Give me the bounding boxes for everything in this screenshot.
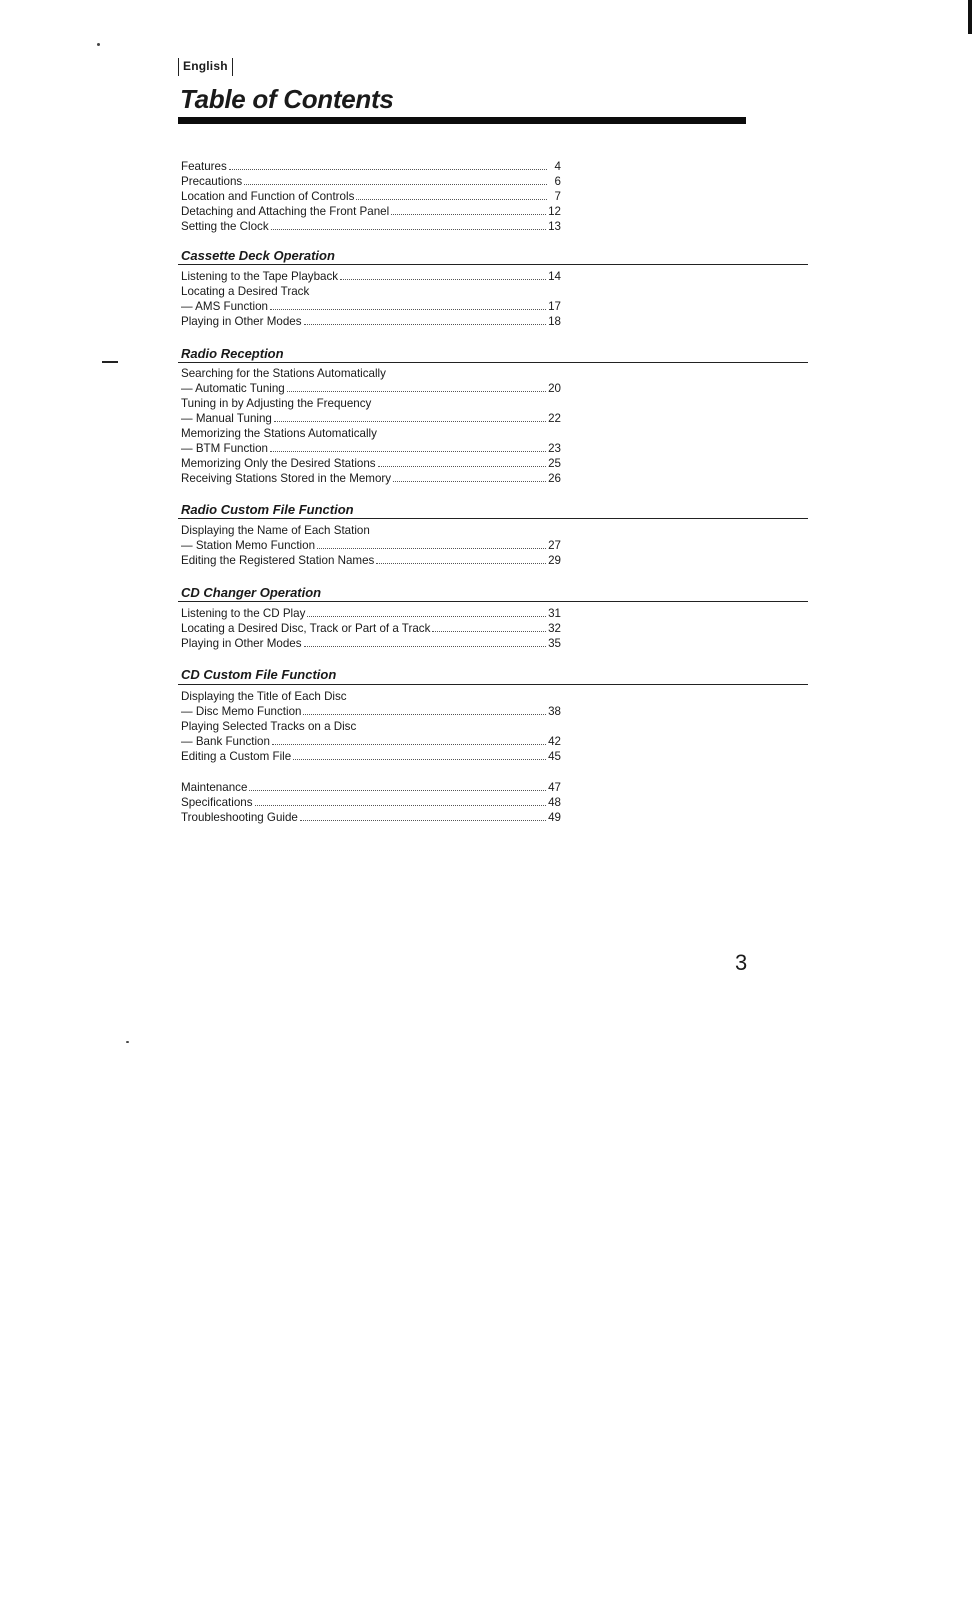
entry-page: 23 <box>548 442 561 455</box>
toc-entry[interactable] <box>181 780 561 795</box>
section-rule <box>178 362 808 363</box>
toc-entry[interactable] <box>181 606 561 621</box>
leader-dots <box>300 810 546 821</box>
toc-entry-heading-line[interactable]: Searching for the Stations Automatically <box>181 367 386 380</box>
toc-entry-heading-line[interactable]: Locating a Desired Track <box>181 285 310 298</box>
scan-dash-mark <box>102 361 118 363</box>
leader-dots <box>356 189 547 200</box>
entry-title: Setting the Clock <box>181 220 269 233</box>
entry-title: — Bank Function <box>181 735 270 748</box>
entry-page: 25 <box>548 457 561 470</box>
toc-entry[interactable] <box>181 734 561 749</box>
entry-title: — BTM Function <box>181 442 268 455</box>
section-rule <box>178 518 808 519</box>
entry-title: — Station Memo Function <box>181 539 316 552</box>
scan-speck <box>97 43 100 46</box>
entry-page: 47 <box>548 781 561 794</box>
entry-page: 48 <box>548 796 561 809</box>
toc-entry-heading-line[interactable]: Playing Selected Tracks on a Disc <box>181 720 357 733</box>
leader-dots <box>317 538 546 549</box>
entry-page: 29 <box>548 554 561 567</box>
entry-title: Playing in Other Modes <box>181 315 302 328</box>
entry-page: 18 <box>548 315 561 328</box>
entry-page: 13 <box>548 220 561 233</box>
leader-dots <box>393 471 546 482</box>
page-number: 3 <box>735 950 748 975</box>
toc-entry[interactable] <box>181 204 561 219</box>
entry-title: Editing the Registered Station Names <box>181 554 375 567</box>
entry-title: — Automatic Tuning <box>181 382 285 395</box>
entry-page: 17 <box>548 300 561 313</box>
entry-title: Detaching and Attaching the Front Panel <box>181 205 390 218</box>
toc-entry[interactable] <box>181 411 561 426</box>
scan-speck <box>126 1041 129 1043</box>
toc-entry[interactable] <box>181 621 561 636</box>
toc-entry-heading-line[interactable]: Displaying the Name of Each Station <box>181 524 370 537</box>
entry-title: Maintenance <box>181 781 248 794</box>
entry-title: — AMS Function <box>181 300 268 313</box>
entry-page: 20 <box>548 382 561 395</box>
toc-entry[interactable] <box>181 795 561 810</box>
section-rule <box>178 601 808 602</box>
language-label: English <box>178 58 233 76</box>
toc-entry[interactable] <box>181 553 561 568</box>
entry-title: Memorizing Only the Desired Stations <box>181 457 376 470</box>
title-rule <box>178 117 746 124</box>
section-heading-radio-custom: Radio Custom File Function <box>181 502 354 517</box>
leader-dots <box>378 456 546 467</box>
section-heading-cd-changer: CD Changer Operation <box>181 585 322 600</box>
toc-entry[interactable] <box>181 704 561 719</box>
entry-page: 22 <box>548 412 561 425</box>
leader-dots <box>307 606 546 617</box>
toc-entry-heading-line[interactable]: Displaying the Title of Each Disc <box>181 690 347 703</box>
leader-dots <box>229 159 547 170</box>
entry-page: 7 <box>554 190 561 203</box>
section-rule <box>178 684 808 685</box>
entry-title: Locating a Desired Disc, Track or Part of a Track <box>181 622 431 635</box>
leader-dots <box>304 636 547 647</box>
entry-page: 32 <box>548 622 561 635</box>
leader-dots <box>391 204 546 215</box>
toc-entry[interactable] <box>181 471 561 486</box>
leader-dots <box>432 621 546 632</box>
toc-entry[interactable] <box>181 189 561 204</box>
section-rule <box>178 264 808 265</box>
entry-title: Receiving Stations Stored in the Memory <box>181 472 392 485</box>
entry-page: 45 <box>548 750 561 763</box>
toc-entry-heading-line[interactable]: Memorizing the Stations Automatically <box>181 427 377 440</box>
toc-entry[interactable] <box>181 538 561 553</box>
leader-dots <box>293 749 546 760</box>
toc-entry[interactable] <box>181 314 561 329</box>
entry-page: 26 <box>548 472 561 485</box>
entry-title: Troubleshooting Guide <box>181 811 298 824</box>
entry-title: — Disc Memo Function <box>181 705 302 718</box>
toc-entry[interactable] <box>181 219 561 234</box>
leader-dots <box>287 381 546 392</box>
toc-entry-heading-line[interactable]: Tuning in by Adjusting the Frequency <box>181 397 372 410</box>
entry-title: — Manual Tuning <box>181 412 272 425</box>
leader-dots <box>271 219 546 230</box>
entry-title: Editing a Custom File <box>181 750 292 763</box>
entry-page: 14 <box>548 270 561 283</box>
entry-page: 38 <box>548 705 561 718</box>
leader-dots <box>303 704 546 715</box>
section-heading-cassette: Cassette Deck Operation <box>181 248 335 263</box>
entry-title: Specifications <box>181 796 253 809</box>
toc-entry[interactable] <box>181 810 561 825</box>
leader-dots <box>270 441 546 452</box>
entry-title: Playing in Other Modes <box>181 637 302 650</box>
toc-entry[interactable] <box>181 381 561 396</box>
toc-entry[interactable] <box>181 159 561 174</box>
section-heading-radio: Radio Reception <box>181 346 284 361</box>
toc-entry[interactable] <box>181 441 561 456</box>
entry-page: 31 <box>548 607 561 620</box>
leader-dots <box>249 780 546 791</box>
leader-dots <box>340 269 546 280</box>
entry-page: 4 <box>554 160 561 173</box>
leader-dots <box>376 553 546 564</box>
entry-page: 12 <box>548 205 561 218</box>
section-heading-cd-custom: CD Custom File Function <box>181 667 337 682</box>
toc-entry[interactable] <box>181 269 561 284</box>
toc-entry[interactable] <box>181 456 561 471</box>
entry-title: Listening to the CD Play <box>181 607 306 620</box>
leader-dots <box>270 299 546 310</box>
toc-entry[interactable] <box>181 299 561 314</box>
toc-entry[interactable] <box>181 636 561 651</box>
entry-page: 6 <box>554 175 561 188</box>
page-title: Table of Contents <box>180 84 394 114</box>
entry-title: Location and Function of Controls <box>181 190 355 203</box>
leader-dots <box>274 411 546 422</box>
leader-dots <box>244 174 547 185</box>
leader-dots <box>255 795 547 806</box>
entry-title: Listening to the Tape Playback <box>181 270 339 283</box>
entry-title: Precautions <box>181 175 243 188</box>
toc-entry[interactable] <box>181 174 561 189</box>
entry-page: 42 <box>548 735 561 748</box>
entry-title: Features <box>181 160 227 173</box>
entry-page: 35 <box>548 637 561 650</box>
entry-page: 49 <box>548 811 561 824</box>
scan-edge-mark <box>968 0 972 34</box>
toc-entry[interactable] <box>181 749 561 764</box>
leader-dots <box>304 314 547 325</box>
entry-page: 27 <box>548 539 561 552</box>
leader-dots <box>272 734 546 745</box>
